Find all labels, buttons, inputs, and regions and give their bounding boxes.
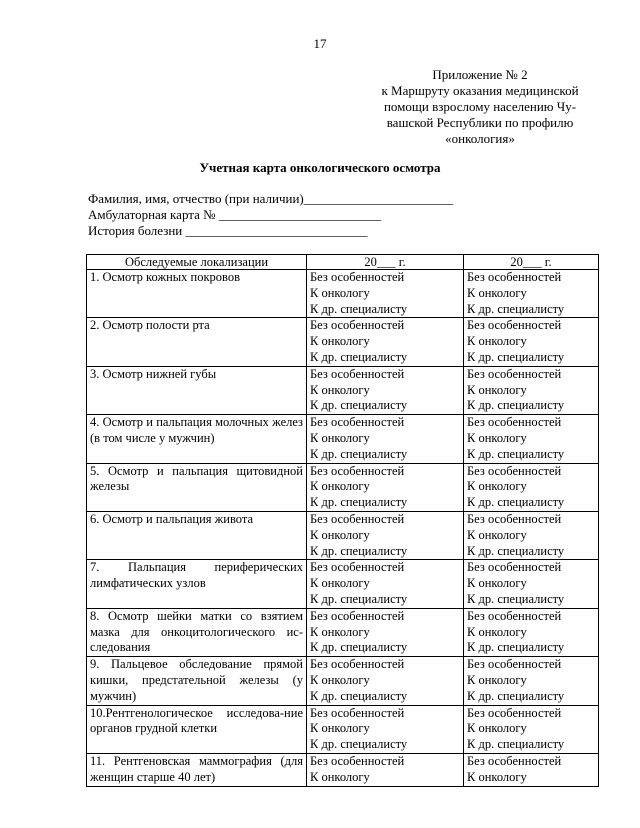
- result-option: К др. специалисту: [310, 688, 408, 703]
- table-row: [87, 657, 599, 705]
- result-option: К др. специалисту: [467, 446, 565, 461]
- result-cell-year-1: [307, 753, 464, 786]
- result-option: К онкологу: [467, 479, 527, 494]
- field-medical-history: История болезни ____________________________: [88, 223, 368, 238]
- result-option: К др. специалисту: [467, 301, 565, 316]
- result-option: К др. специалисту: [310, 398, 408, 413]
- table-row: [87, 705, 599, 753]
- patient-fields: [88, 191, 453, 239]
- table-row: [87, 415, 599, 463]
- result-cell-year-1: [307, 608, 464, 656]
- result-option: Без особенностей: [310, 511, 405, 526]
- result-option: К онкологу: [467, 721, 527, 736]
- result-option: К онкологу: [310, 624, 370, 639]
- result-option: Без особенностей: [310, 753, 405, 768]
- result-cell-year-1: [307, 705, 464, 753]
- result-option: К др. специалисту: [310, 737, 408, 752]
- result-option: К онкологу: [310, 769, 370, 784]
- result-option: К онкологу: [310, 721, 370, 736]
- result-option: К др. специалисту: [467, 543, 565, 558]
- result-option: Без особенностей: [467, 366, 562, 381]
- result-option: К онкологу: [310, 527, 370, 542]
- result-option: К др. специалисту: [467, 640, 565, 655]
- result-cell-year-1: [307, 463, 464, 511]
- result-cell-year-2: [464, 705, 599, 753]
- appendix-line: «онкология»: [445, 131, 515, 146]
- table-row: [87, 560, 599, 608]
- result-option: К др. специалисту: [467, 349, 565, 364]
- result-option: Без особенностей: [310, 366, 405, 381]
- appendix-line: вашской Республики по профилю: [386, 115, 574, 130]
- exam-name-cell: 10.Рентгенологическое исследова-ние органов грудной клетки: [87, 705, 307, 753]
- table-row: [87, 366, 599, 414]
- result-option: Без особенностей: [467, 705, 562, 720]
- result-cell-year-1: [307, 270, 464, 318]
- result-option: К онкологу: [467, 382, 527, 397]
- result-option: Без особенностей: [310, 318, 405, 333]
- result-option: К онкологу: [310, 382, 370, 397]
- form-title: Учетная карта онкологического осмотра: [199, 160, 441, 175]
- result-option: К онкологу: [467, 624, 527, 639]
- result-option: К онкологу: [310, 285, 370, 300]
- result-option: К онкологу: [467, 769, 527, 784]
- result-cell-year-1: [307, 657, 464, 705]
- exam-name-cell: 11. Рентгеновская маммография (для женщин старше 40 лет): [87, 753, 307, 786]
- result-option: К др. специалисту: [310, 301, 408, 316]
- result-cell-year-2: [464, 753, 599, 786]
- result-option: Без особенностей: [310, 463, 405, 478]
- result-option: К онкологу: [467, 576, 527, 591]
- result-option: К онкологу: [310, 334, 370, 349]
- result-option: К др. специалисту: [310, 640, 408, 655]
- table-row: [87, 270, 599, 318]
- exam-table: [86, 254, 599, 787]
- result-option: Без особенностей: [467, 415, 562, 430]
- result-option: К онкологу: [310, 479, 370, 494]
- result-cell-year-1: [307, 318, 464, 366]
- exam-name-cell: 4. Осмотр и пальпация молочных желез (в том числе у мужчин): [87, 415, 307, 463]
- exam-name-cell: 1. Осмотр кожных покровов: [87, 270, 307, 318]
- result-option: Без особенностей: [310, 560, 405, 575]
- result-option: Без особенностей: [310, 657, 405, 672]
- table-row: [87, 753, 599, 786]
- result-cell-year-2: [464, 463, 599, 511]
- header-year-1: 20___ г.: [307, 255, 464, 270]
- result-option: Без особенностей: [467, 560, 562, 575]
- exam-rows: [87, 270, 599, 787]
- result-cell-year-2: [464, 270, 599, 318]
- result-option: К др. специалисту: [310, 495, 408, 510]
- result-option: Без особенностей: [467, 318, 562, 333]
- result-cell-year-2: [464, 366, 599, 414]
- field-outpatient-card: Амбулаторная карта № _________________________: [88, 207, 382, 222]
- result-cell-year-2: [464, 415, 599, 463]
- appendix-line: Приложение № 2: [432, 67, 528, 82]
- appendix-line: помощи взрослому населению Чу-: [383, 99, 577, 114]
- result-cell-year-2: [464, 657, 599, 705]
- result-cell-year-1: [307, 560, 464, 608]
- result-cell-year-1: [307, 511, 464, 559]
- exam-name-cell: 5. Осмотр и пальпация щитовидной железы: [87, 463, 307, 511]
- result-option: К др. специалисту: [310, 446, 408, 461]
- result-option: К др. специалисту: [467, 398, 565, 413]
- result-option: Без особенностей: [467, 463, 562, 478]
- result-option: К онкологу: [467, 285, 527, 300]
- appendix-header: [375, 67, 585, 147]
- table-row: [87, 463, 599, 511]
- table-header-row: [87, 255, 599, 270]
- page-number: 17: [313, 36, 327, 51]
- result-option: К др. специалисту: [467, 495, 565, 510]
- table-row: [87, 318, 599, 366]
- result-option: К онкологу: [310, 576, 370, 591]
- result-option: К др. специалисту: [467, 688, 565, 703]
- result-option: Без особенностей: [310, 608, 405, 623]
- result-option: К онкологу: [467, 334, 527, 349]
- result-cell-year-2: [464, 560, 599, 608]
- result-cell-year-2: [464, 511, 599, 559]
- result-option: Без особенностей: [467, 657, 562, 672]
- result-option: К др. специалисту: [310, 543, 408, 558]
- result-option: Без особенностей: [310, 705, 405, 720]
- table-row: [87, 608, 599, 656]
- exam-name-cell: 2. Осмотр полости рта: [87, 318, 307, 366]
- result-option: К онкологу: [467, 430, 527, 445]
- result-option: К онкологу: [310, 672, 370, 687]
- result-option: К онкологу: [467, 527, 527, 542]
- result-option: Без особенностей: [467, 270, 562, 284]
- header-localizations: Обследуемые локализации: [87, 255, 307, 270]
- result-option: К онкологу: [467, 672, 527, 687]
- exam-name-cell: 6. Осмотр и пальпация живота: [87, 511, 307, 559]
- result-cell-year-1: [307, 415, 464, 463]
- result-option: К др. специалисту: [310, 591, 408, 606]
- result-option: К др. специалисту: [467, 591, 565, 606]
- result-option: К др. специалисту: [467, 737, 565, 752]
- result-option: Без особенностей: [467, 511, 562, 526]
- result-option: Без особенностей: [467, 753, 562, 768]
- result-option: Без особенностей: [310, 415, 405, 430]
- field-full-name: Фамилия, имя, отчество (при наличии)_______________________: [88, 191, 454, 206]
- result-option: Без особенностей: [310, 270, 405, 284]
- header-year-2: 20___ г.: [464, 255, 599, 270]
- table-row: [87, 511, 599, 559]
- result-option: Без особенностей: [467, 608, 562, 623]
- exam-name-cell: 7. Пальпация периферических лимфатических узлов: [87, 560, 307, 608]
- result-cell-year-2: [464, 318, 599, 366]
- exam-name-cell: 9. Пальцевое обследование прямой кишки, предстательной железы (у мужчин): [87, 657, 307, 705]
- appendix-line: к Маршруту оказания медицинской: [381, 83, 579, 98]
- result-option: К онкологу: [310, 430, 370, 445]
- exam-name-cell: 3. Осмотр нижней губы: [87, 366, 307, 414]
- result-cell-year-2: [464, 608, 599, 656]
- result-option: К др. специалисту: [310, 349, 408, 364]
- result-cell-year-1: [307, 366, 464, 414]
- exam-name-cell: 8. Осмотр шейки матки со взятием мазка для онкоцитологического ис-следования: [87, 608, 307, 656]
